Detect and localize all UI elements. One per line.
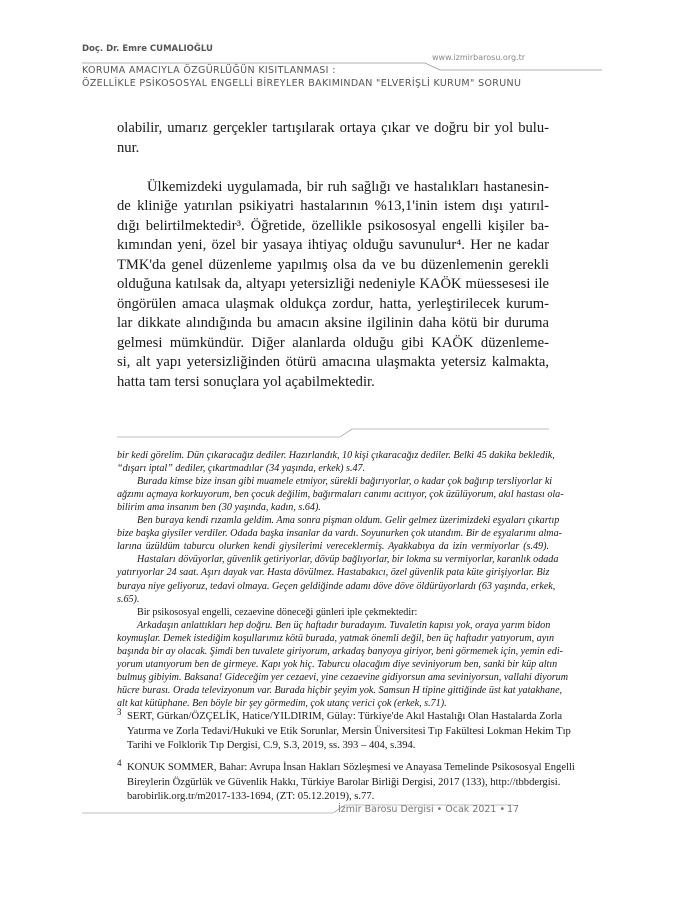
body-text-line: kımından yeni, özel bir yasaya ihtiyaç olduğu savunulur⁴. Her ne kadar <box>117 237 549 253</box>
quoted-testimony-line: koymuşlar. Demek istediğim koşullarımız kötü burada, yatmak önemli değil, ben üç haftadır yatıyorum, ayın <box>117 632 555 644</box>
quoted-testimony-line: başında bir ay olacak. Şimdi ben tuvalete giriyorum, arkadaş banyoya giriyor, beni görmemek için, yemin edi- <box>117 645 563 657</box>
body-text-line: hatta tam tersi sonuçlara yol açabilmektedir. <box>117 373 375 390</box>
body-text-line: nur. <box>117 139 140 156</box>
body-text-line: TMK'da genel düzenleme yapılmış olsa da ve bu düzenlemenin gerekli <box>117 256 549 273</box>
page-number: 17 <box>507 804 520 815</box>
quoted-testimony-line: buraya niye geliyoruz, tedavi olmaya. Geçen geldiğinde adamı döve döve öldürüyorlardı (63 yaşında, erkek, <box>117 580 556 592</box>
body-text-line: Ülkemizdeki uygulamada, bir ruh sağlığı ve hastalıkları hastanesin- <box>147 178 549 195</box>
author-name: Doç. Dr. Emre CUMALIOĞLU <box>82 44 213 54</box>
quoted-testimony-line: Ben buraya kendi rızamla geldim. Ama sonra pişman oldum. Gelir gelmez üzerimizdeki eşyaları çıkartıp <box>137 515 560 527</box>
footnote-line: Tarihi ve Folklorik Tıp Dergisi, C.9, S.3, 2019, ss. 393 – 404, s.394. <box>127 740 416 751</box>
footnote-number: 3 <box>117 707 122 717</box>
footnote-line: KONUK SOMMER, Bahar: Avrupa İnsan Hakları Sözleşmesi ve Anayasa Temelinde Psikososyal Engelli <box>127 762 575 773</box>
body-text-line: dığı belirtilmektedir³. Öğretide, özellikle psikososyal engelli kişiler ba- <box>117 217 549 234</box>
quoted-testimony-line: alt kat kütüphane. Ben böyle bir şey görmedim, çok utanç verici çok (erkek, s.71). <box>117 697 447 709</box>
footnote-separator <box>117 429 549 437</box>
quoted-testimony-line: Arkadaşın anlattıkları hep doğru. Ben üç haftadır buradayım. Tuvaletin kapısı yok, oraya yarım bidon <box>137 619 551 631</box>
journal-footer: İzmir Barosu Dergisi • Ocak 2021 • <box>338 804 506 815</box>
footnote-number: 4 <box>117 758 122 768</box>
quoted-testimony-line: bir kedi görelim. Dün çıkaracağız dediler. Hazırlandık, 10 kişi çıkaracağız dediler. Belki 45 dakika bekledik, <box>117 450 555 461</box>
body-text-line: de kliniğe yatırılan psikiyatri hastalarının %13,1'inin istem dışı yatırıl- <box>117 198 549 214</box>
quoted-testimony-line: yorum utanıyorum ben de girmeye. Kapı yok hiç. Taburcu olacağım diye seviniyorum ben, sanki bir küp altın <box>117 658 558 670</box>
header-rule <box>82 63 602 70</box>
quoted-testimony-line: bilirim ama insanım ben (30 yaşında, kadın, s.64). <box>117 502 321 514</box>
quoted-testimony-line: bulmuş gibiyim. Baksana! Gideceğim yer cezaevi, yine cezaevine gidiyorsun ama seviniyorsun, vallahi diyorum <box>117 671 569 683</box>
quoted-testimony-line: s.65). <box>117 593 140 605</box>
quoted-testimony-line: Hastaları dövüyorlar, güvenlik getiriyorlar, dövüp bağlıyorlar, bir lokma su vermiyorlar, karanlık odada <box>137 554 559 566</box>
body-text-line: gelmesi mümkündür. Diğer alanlarda olduğu gibi KAÖK düzenleme- <box>117 334 549 351</box>
running-title-line-1: KORUMA AMACIYLA ÖZGÜRLÜĞÜN KISITLANMASI : <box>82 65 336 76</box>
body-text-line: olabilir, umarız gerçekler tartışılarak ortaya çıkar ve doğru bir yol bulu- <box>117 120 549 136</box>
quoted-testimony-line: hücre burası. Orada televizyonum var. Burada hiçbir şeyim yok. Samsun H tipine gittiğinde üst kat yatakhane, <box>117 684 563 696</box>
quoted-testimony-line: Burada kimse bize insan gibi muamele etmiyor, sürekli bağırıyorlar, o kadar çok bağırıp tersliyorlar ki <box>137 476 553 488</box>
quoted-testimony-line: yatırıyorlar 24 saat. Aşırı dayak var. Hasta dövülmez. Hastabakıcı, özel güvenlik pata küte girişiyorlar. Biz <box>117 567 550 579</box>
body-text-line: si, alt yapı yetersizliğinden ötürü amacına ulaşmakta yetersiz kalmakta, <box>117 354 549 370</box>
quoted-testimony-line: ağzımı açmaya korkuyorum, ben çocuk değilim, bağırmaları canımı acıtıyor, çok üzülüyorum, akıl hastası ola- <box>117 489 564 501</box>
footnote-line: SERT, Gürkan/ÖZÇELİK, Hatice/YILDIRIM, Gülay: Türkiye'de Akıl Hastalığı Olan Hastalarda Zorla <box>127 711 563 722</box>
quoted-testimony-line: Bir psikososyal engelli, cezaevine döneceği günleri iple çekmektedir: <box>137 606 418 618</box>
footnote-line: Yatırma ve Zorla Tedavi/Hukuki ve Etik Sorunlar, Mersin Üniversitesi Tıp Fakültesi Lokman Hekim Tıp <box>127 725 571 737</box>
quoted-testimony-line: “dışarı iptal” dediler, çıkartmadılar (34 yaşında, erkek) s.47. <box>117 463 366 475</box>
body-text-line: olduğuna katılsak da, altyapı yetersizliği nedeniyle KAÖK müessesesi ile <box>117 276 549 292</box>
running-title-line-2: ÖZELLİKLE PSİKOSOSYAL ENGELLİ BİREYLER BAKIMINDAN "ELVERİŞLİ KURUM" SORUNU <box>82 78 522 89</box>
body-text-line: lar dikkate alındığında bu amacın aksine ilgilinin daha kötü bir duruma <box>117 315 549 331</box>
quoted-testimony-line: larına üzüldüm taburcu olurken kendi giysilerimi vereceklermiş. Ayakkabıya da izin vermiyorlar (s.49). <box>117 541 549 553</box>
footnote-line: Bireylerin Özgürlük ve Güvenlik Hakkı, Türkiye Barolar Birliği Dergisi, 2017 (133), http://tbbdergisi. <box>127 776 561 788</box>
body-text-line: öngörülen amaca ulaşmak oldukça zordur, hatta, yerleştirilecek kurum- <box>117 295 549 312</box>
website-url: www.izmirbarosu.org.tr <box>432 53 526 62</box>
footnote-line: barobirlik.org.tr/m2017-133-1694, (ZT: 05.12.2019), s.77. <box>127 791 375 802</box>
quoted-testimony-line: bize başka giysiler verdiler. Odada başka insanlar da vardı. Soyunurken çok utandım. Bir de eşyalarımı alma- <box>117 528 562 540</box>
